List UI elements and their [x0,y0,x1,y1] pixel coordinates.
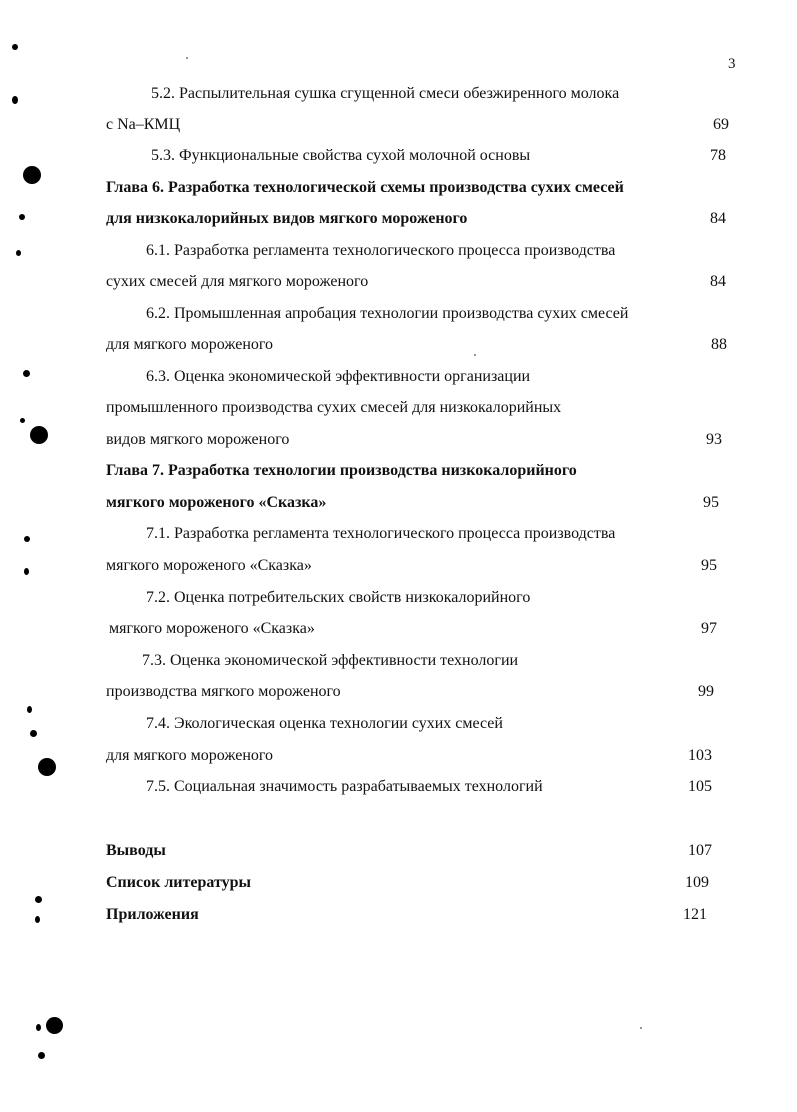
scan-artifact-dot [20,418,25,423]
toc-entry-6-1-line2: сухих смесей для мягкого мороженого [106,273,369,290]
toc-entry-5-2-line1: 5.2. Распылительная сушка сгущенной смеси обезжиренного молока [151,85,620,102]
toc-page-7-4: 103 [688,747,712,764]
toc-page-5-2: 69 [713,116,729,133]
scan-artifact-dot [38,758,56,776]
scan-artifact-dot [12,44,18,50]
toc-page-references: 109 [685,874,709,891]
toc-entry-6-3-line1: 6.3. Оценка экономической эффективности организации [146,368,531,385]
toc-entry-5-2-line2: с Na–КМЦ [106,116,181,133]
toc-entry-7-3-line1: 7.3. Оценка экономической эффективности технологии [142,652,519,669]
toc-page-7-3: 99 [698,683,714,700]
toc-entry-5-3: 5.3. Функциональные свойства сухой молочной основы [151,147,531,164]
toc-entry-6-2-line1: 6.2. Промышленная апробация технологии производства сухих смесей [146,305,629,322]
toc-page-6-1: 84 [710,273,726,290]
toc-page-appendices: 121 [683,906,707,923]
toc-page-chapter-6: 84 [710,210,726,227]
scan-speck [640,1027,642,1029]
scan-artifact-dot [35,916,40,923]
toc-entry-7-2-line1: 7.2. Оценка потребительских свойств низкокалорийного [146,589,531,606]
scan-artifact-dot [46,1017,63,1034]
toc-entry-6-3-line2: промышленного производства сухих смесей для низкокалорийных [106,399,562,416]
scan-artifact-dot [23,166,41,184]
toc-page-chapter-7: 95 [703,494,719,511]
scan-artifact-dot [38,1052,45,1059]
scan-artifact-dot [27,706,32,713]
toc-entry-7-5: 7.5. Социальная значимость разрабатываемых технологий [146,778,543,795]
toc-entry-7-2-line2: мягкого мороженого «Сказка» [109,620,315,637]
scan-artifact-dot [24,568,29,575]
toc-page-7-2: 97 [701,620,717,637]
toc-chapter-7-line2: мягкого мороженого «Сказка» [106,494,327,511]
toc-entry-7-4-line2: для мягкого мороженого [106,747,274,764]
scan-artifact-dot [30,730,37,737]
toc-appendices: Приложения [106,906,199,923]
scan-artifact-dot [36,1024,41,1031]
toc-page-conclusions: 107 [688,842,712,859]
toc-chapter-6-line1: Глава 6. Разработка технологической схемы производства сухих смесей [106,179,624,196]
toc-chapter-6-line2: для низкокалорийных видов мягкого мороженого [106,210,468,227]
toc-page-7-1: 95 [701,557,717,574]
toc-entry-7-3-line2: производства мягкого мороженого [106,683,341,700]
toc-page-5-3: 78 [710,147,726,164]
toc-entry-6-1-line1: 6.1. Разработка регламента технологического процесса производства [146,242,616,259]
scan-artifact-dot [19,214,25,220]
scan-speck [474,354,476,356]
toc-page-6-3: 93 [706,431,722,448]
scan-artifact-dot [35,896,42,903]
scan-artifact-dot [24,536,30,542]
toc-entry-6-3-line3: видов мягкого мороженого [106,431,290,448]
toc-entry-6-2-line2: для мягкого мороженого [106,336,274,353]
toc-references: Список литературы [106,874,251,891]
scan-artifact-dot [12,96,18,104]
toc-conclusions: Выводы [106,842,166,859]
toc-page-7-5: 105 [688,778,712,795]
scan-artifact-dot [30,426,48,444]
toc-entry-7-1-line2: мягкого мороженого «Сказка» [106,557,312,574]
toc-chapter-7-line1: Глава 7. Разработка технологии производства низкокалорийного [106,462,577,479]
scan-artifact-dot [23,370,30,377]
toc-page-6-2: 88 [711,336,727,353]
toc-entry-7-4-line1: 7.4. Экологическая оценка технологии сухих смесей [146,715,503,732]
scan-speck [186,57,188,59]
scan-artifact-dot [16,250,21,256]
toc-entry-7-1-line1: 7.1. Разработка регламента технологического процесса производства [146,525,616,542]
page-number: 3 [728,56,736,72]
